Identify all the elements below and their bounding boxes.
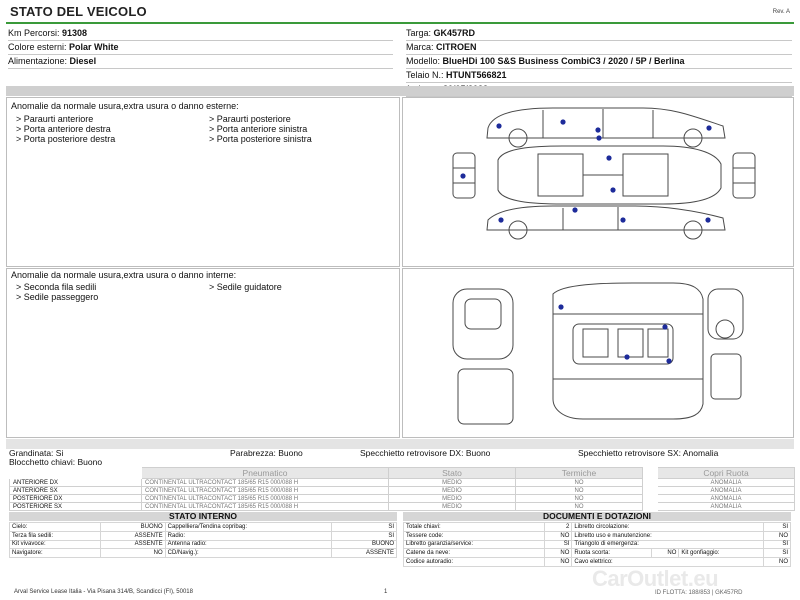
kv-value: NO [544,558,571,567]
kv-label: Cielo: [10,523,101,532]
damage-marker [596,135,601,140]
car-interior-diagram [403,269,793,437]
section-bar-top [6,86,794,96]
tyre-copri: ANOMALIA [658,487,795,495]
car-exterior-diagram [403,98,793,266]
documenti-table [403,522,791,567]
tyres-header-pneumatico: Pneumatico [142,468,389,479]
damage-marker [620,217,625,222]
kv-label: Codice autoradio: [404,558,545,567]
tyre-position: POSTERIORE DX [10,495,142,503]
revision-label: Rev. A [772,9,790,15]
info-row-marca: Marca: CITROEN [406,41,792,55]
damage-marker [496,123,501,128]
table-row [10,540,397,549]
tyre-position: ANTERIORE DX [10,479,142,487]
tyre-stato: MEDIO [389,503,516,511]
tyre-model: CONTINENTAL ULTRACONTACT 185/65 R15 000/088 H [142,503,389,511]
table-row [404,540,791,549]
table-row [10,495,795,503]
carotlet-watermark-logo: CarOutlet.eu [592,566,719,591]
kv-value: SI [331,531,396,540]
damage-marker [560,119,565,124]
tyre-termiche: NO [516,495,643,503]
info-row-targa: Targa: GK457RD [406,27,792,41]
tyre-position: POSTERIORE SX [10,503,142,511]
kv-value: SI [763,549,790,558]
title-divider [6,22,794,24]
footer-reference: ID FLOTTA: 188/853 | GK457RD [655,590,743,596]
documenti-title: DOCUMENTI E DOTAZIONI [543,511,651,521]
info-row-modello: Modello: BlueHDi 100 S&S Business CombiC3 / 2020 / 5P / Berlina [406,55,792,69]
damage-item: > Sedile guidatore [209,282,282,292]
damage-item: > Porta posteriore sinistra [209,134,312,144]
kv-value: SI [544,540,571,549]
table-row [10,523,397,532]
info-left [8,27,393,69]
stato-interno-header [9,512,397,521]
info-row-colore: Colore esterni: Polar White [8,41,393,55]
car-side-bottom-outline [487,206,725,239]
page-title: STATO DEL VEICOLO [10,4,147,19]
steering-wheel-view [708,289,743,399]
kv-label: Kit vivavoce: [10,540,101,549]
kv-label: CD/Navig.): [165,549,331,558]
tyres-table [9,467,795,511]
tyre-copri: ANOMALIA [658,503,795,511]
damage-marker [606,155,611,160]
kv-label: Kit gonfiaggio: [679,549,763,558]
car-plan-view [498,146,721,204]
kv-value: 2 [544,523,571,532]
documenti-header [403,512,791,521]
tyres-header-termiche: Termiche [516,468,643,479]
car-rear-view [733,153,755,198]
table-row [10,531,397,540]
tyre-termiche: NO [516,503,643,511]
kv-value: SI [763,540,790,549]
external-damage-col1 [16,114,115,144]
damage-item: > Seconda fila sedili [16,282,97,292]
tyre-copri: ANOMALIA [658,495,795,503]
kv-label: Cappelliera/Tendina copribag: [165,523,331,532]
kv-label: Navigatore: [10,549,101,558]
damage-marker [460,173,465,178]
tyre-model: CONTINENTAL ULTRACONTACT 185/65 R15 000/088 H [142,479,389,487]
damage-item: > Paraurti anteriore [16,114,94,124]
kv-value: ASSENTE [100,531,165,540]
kv-value: SI [763,523,790,532]
status-blocchetto: Blocchetto chiavi: Buono [9,457,103,467]
footer-company: Arval Service Lease Italia - Via Pisana 314/B, Scandicci (FI), 50018 [14,589,193,595]
kv-label: Libretto garanzia/service: [404,540,545,549]
external-damage-col2 [209,114,312,144]
damage-item: > Paraurti posteriore [209,114,291,124]
damage-item: > Porta anteriore sinistra [209,124,308,134]
kv-label: Terza fila sedili: [10,531,101,540]
internal-damage-col1 [16,282,98,302]
damage-markers-interior [558,304,671,363]
tyre-copri: ANOMALIA [658,479,795,487]
info-row-telaio: Telaio N.: HTUNT566821 [406,69,792,83]
internal-damage-title: Anomalie da normale usura,extra usura o danno interne: [11,270,237,280]
kv-value: NO [544,531,571,540]
stato-interno-title: STATO INTERNO [169,511,237,521]
damage-marker [558,304,563,309]
table-row [10,487,795,495]
table-row [404,531,791,540]
tyre-model: CONTINENTAL ULTRACONTACT 185/65 R15 000/088 H [142,487,389,495]
kv-value: BUONO [331,540,396,549]
status-specchio-sx: Specchietto retrovisore SX: Anomalia [578,448,719,458]
kv-label: Cavo elettrico: [572,558,763,567]
status-parabrezza: Parabrezza: Buono [230,448,303,458]
damage-marker [662,324,667,329]
kv-label: Totale chiavi: [404,523,545,532]
internal-diagram-panel [402,268,794,438]
table-row [10,503,795,511]
info-row-km: Km Percorsi: 91308 [8,27,393,41]
damage-marker [705,217,710,222]
damage-item: > Porta anteriore destra [16,124,111,134]
kv-value: ASSENTE [331,549,396,558]
kv-label: Ruota scorta: [572,549,652,558]
tyre-termiche: NO [516,487,643,495]
kv-value: ASSENTE [100,540,165,549]
damage-marker [624,354,629,359]
kv-value: BUONO [100,523,165,532]
tyres-header-stato: Stato [389,468,516,479]
tyre-stato: MEDIO [389,479,516,487]
internal-damage-panel [6,268,400,438]
tyre-stato: MEDIO [389,495,516,503]
kv-value: NO [763,531,790,540]
tyres-header-copri: Copri Ruota [658,468,795,479]
damage-marker [666,358,671,363]
tyre-stato: MEDIO [389,487,516,495]
status-specchio-dx: Specchietto retrovisore DX: Buono [360,448,491,458]
tyre-termiche: NO [516,479,643,487]
kv-value: NO [651,549,678,558]
kv-value: NO [763,558,790,567]
kv-value: NO [544,549,571,558]
damage-marker [595,127,600,132]
kv-label: Triangolo di emergenza: [572,540,763,549]
tyre-position: ANTERIORE SX [10,487,142,495]
kv-label: Antenna radio: [165,540,331,549]
table-row [404,549,791,558]
seat-front-view [453,289,513,424]
footer-page-number: 1 [384,589,388,595]
external-damage-title: Anomalie da normale usura,extra usura o danno esterne: [11,101,239,111]
table-row [404,523,791,532]
external-damage-panel [6,97,400,267]
table-row [10,479,795,487]
tyres-header [10,468,795,479]
table-row [10,549,397,558]
damage-marker [572,207,577,212]
damage-marker [706,125,711,130]
damage-marker [498,217,503,222]
kv-label: Tessere code: [404,531,545,540]
car-side-top-outline [487,108,725,147]
kv-label: Libretto uso e manutenzione: [572,531,763,540]
kv-label: Catene da neve: [404,549,545,558]
tyre-model: CONTINENTAL ULTRACONTACT 185/65 R15 000/088 H [142,495,389,503]
status-grandinata: Grandinata: Si [9,448,64,458]
damage-item: > Porta posteriore destra [16,134,116,144]
damage-item: > Sedile passeggero [16,292,99,302]
kv-label: Radio: [165,531,331,540]
external-diagram-panel [402,97,794,267]
damage-marker [610,187,615,192]
info-row-alimentazione: Alimentazione: Diesel [8,55,393,69]
kv-value: SI [331,523,396,532]
kv-value: NO [100,549,165,558]
stato-interno-table [9,522,397,558]
internal-damage-col2 [209,282,282,292]
kv-label: Libretto circolazione: [572,523,763,532]
interior-plan-view [553,283,703,419]
